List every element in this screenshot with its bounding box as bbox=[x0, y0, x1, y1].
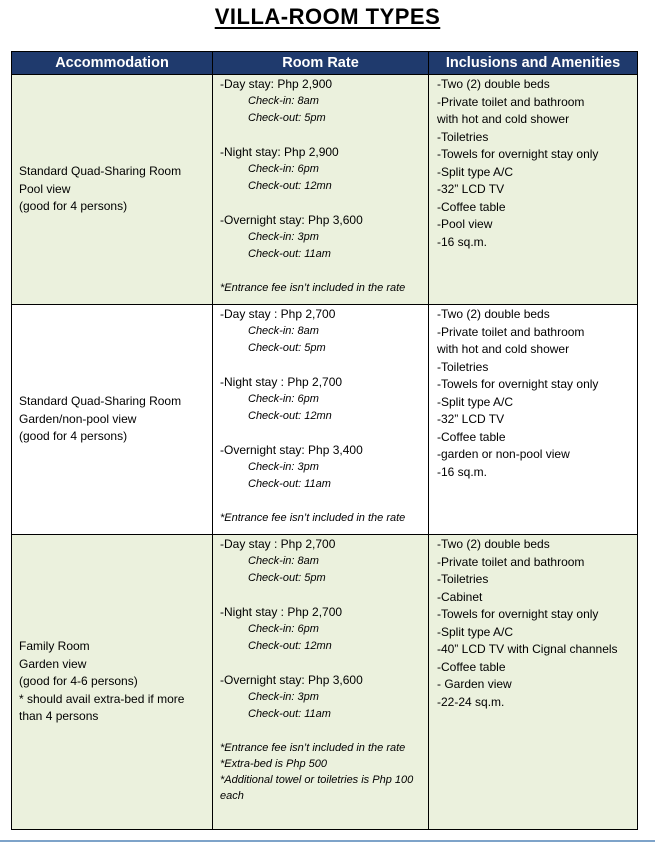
table-row bbox=[12, 535, 638, 830]
amenity-item: -40” LCD TV with Cignal channels bbox=[437, 642, 618, 656]
rate-note: *Entrance fee isn’t included in the rate bbox=[220, 282, 406, 294]
overnight-checkin: Check-in: 3pm bbox=[248, 231, 319, 243]
amenity-item: -Split type A/C bbox=[437, 164, 514, 179]
overnight-checkout: Check-out: 11am bbox=[248, 248, 331, 260]
rate-note: *Additional towel or toiletries is Php 100 each bbox=[220, 774, 414, 802]
amenity-item: -Towels for overnight stay only bbox=[437, 147, 599, 161]
day-checkout: Check-out: 5pm bbox=[248, 112, 326, 124]
accommodation-cell bbox=[12, 305, 213, 535]
rate-note: *Entrance fee isn’t included in the rate bbox=[220, 512, 406, 524]
page-title-text: VILLA-ROOM TYPES bbox=[214, 4, 441, 29]
day-checkin: Check-in: 8am bbox=[248, 325, 319, 337]
accommodation-line: Family Room bbox=[19, 639, 90, 654]
amenity-item: -Split type A/C bbox=[437, 394, 514, 409]
amenity-item: -Two (2) double beds bbox=[437, 77, 550, 91]
amenities-cell bbox=[429, 305, 638, 535]
overnight-stay-rate: -Overnight stay: Php 3,600 bbox=[220, 673, 363, 687]
night-checkin: Check-in: 6pm bbox=[248, 623, 319, 635]
amenity-item: -32” LCD TV bbox=[437, 412, 505, 426]
day-stay-rate: -Day stay : Php 2,700 bbox=[220, 537, 336, 551]
accommodation-line: * should avail extra-bed if more bbox=[19, 691, 185, 706]
accommodation-line: (good for 4 persons) bbox=[19, 429, 128, 444]
night-stay-rate: -Night stay: Php 2,900 bbox=[220, 145, 339, 159]
accommodation-line: Garden/non-pool view bbox=[19, 411, 137, 426]
night-checkout: Check-out: 12mn bbox=[248, 640, 332, 652]
amenity-item: with hot and cold shower bbox=[437, 112, 570, 126]
header-accommodation: Accommodation bbox=[12, 52, 213, 75]
night-stay-rate: -Night stay : Php 2,700 bbox=[220, 375, 343, 389]
footer-rule bbox=[0, 840, 655, 842]
day-checkin: Check-in: 8am bbox=[248, 95, 319, 107]
overnight-checkin: Check-in: 3pm bbox=[248, 461, 319, 473]
header-inclusions: Inclusions and Amenities bbox=[429, 52, 638, 75]
accommodation-line: (good for 4-6 persons) bbox=[19, 674, 138, 689]
amenity-item: -Two (2) double beds bbox=[437, 537, 550, 551]
amenity-item: -Private toilet and bathroom bbox=[437, 94, 585, 109]
night-checkin: Check-in: 6pm bbox=[248, 163, 319, 175]
day-stay-rate: -Day stay: Php 2,900 bbox=[220, 77, 333, 91]
room-rate-cell bbox=[213, 305, 429, 535]
amenity-item: -Toiletries bbox=[437, 572, 489, 586]
amenity-item: -Private toilet and bathroom bbox=[437, 554, 585, 569]
amenities-cell bbox=[429, 75, 638, 305]
accommodation-cell bbox=[12, 535, 213, 830]
day-checkout: Check-out: 5pm bbox=[248, 342, 326, 354]
amenity-item: -Towels for overnight stay only bbox=[437, 607, 599, 621]
amenity-item: -Coffee table bbox=[437, 429, 506, 444]
day-stay-rate: -Day stay : Php 2,700 bbox=[220, 307, 336, 321]
overnight-stay-rate: -Overnight stay: Php 3,600 bbox=[220, 213, 363, 227]
amenity-item: -Private toilet and bathroom bbox=[437, 324, 585, 339]
room-rate-cell bbox=[213, 535, 429, 830]
amenity-item: -Towels for overnight stay only bbox=[437, 377, 599, 391]
amenity-item: with hot and cold shower bbox=[437, 342, 570, 356]
amenity-item: -Coffee table bbox=[437, 199, 506, 214]
amenity-item: -Toiletries bbox=[437, 129, 489, 144]
page-title bbox=[0, 4, 655, 30]
room-rate-cell bbox=[213, 75, 429, 305]
accommodation-cell bbox=[12, 75, 213, 305]
table-header-row bbox=[12, 52, 638, 75]
accommodation-line: (good for 4 persons) bbox=[19, 199, 128, 214]
amenity-item: -16 sq.m. bbox=[437, 234, 488, 249]
accommodation-line: Garden view bbox=[19, 656, 87, 671]
table-row bbox=[12, 75, 638, 305]
amenity-item: -22-24 sq.m. bbox=[437, 694, 505, 709]
amenity-item: -Coffee table bbox=[437, 659, 506, 674]
night-checkout: Check-out: 12mn bbox=[248, 410, 332, 422]
day-checkout: Check-out: 5pm bbox=[248, 572, 326, 584]
overnight-checkout: Check-out: 11am bbox=[248, 708, 331, 720]
night-checkin: Check-in: 6pm bbox=[248, 393, 319, 405]
day-checkin: Check-in: 8am bbox=[248, 555, 319, 567]
accommodation-line: than 4 persons bbox=[19, 709, 99, 724]
accommodation-line: Standard Quad-Sharing Room bbox=[19, 394, 182, 409]
amenity-item: - Garden view bbox=[437, 677, 512, 691]
header-room-rate: Room Rate bbox=[213, 52, 429, 75]
rate-note: *Entrance fee isn’t included in the rate bbox=[220, 742, 406, 754]
night-checkout: Check-out: 12mn bbox=[248, 180, 332, 192]
amenity-item: -Split type A/C bbox=[437, 624, 514, 639]
overnight-stay-rate: -Overnight stay: Php 3,400 bbox=[220, 443, 363, 457]
rate-note: *Extra-bed is Php 500 bbox=[220, 758, 328, 770]
amenity-item: -Cabinet bbox=[437, 589, 483, 604]
amenity-item: -Toiletries bbox=[437, 359, 489, 374]
room-types-table bbox=[11, 51, 638, 830]
amenity-item: -garden or non-pool view bbox=[437, 447, 570, 461]
amenity-item: -Pool view bbox=[437, 217, 493, 231]
amenity-item: -Two (2) double beds bbox=[437, 307, 550, 321]
amenity-item: -16 sq.m. bbox=[437, 464, 488, 479]
amenity-item: -32” LCD TV bbox=[437, 182, 505, 196]
overnight-checkout: Check-out: 11am bbox=[248, 478, 331, 490]
night-stay-rate: -Night stay : Php 2,700 bbox=[220, 605, 343, 619]
accommodation-line: Standard Quad-Sharing Room bbox=[19, 164, 182, 179]
overnight-checkin: Check-in: 3pm bbox=[248, 691, 319, 703]
accommodation-line: Pool view bbox=[19, 181, 71, 196]
table-row bbox=[12, 305, 638, 535]
amenities-cell bbox=[429, 535, 638, 830]
